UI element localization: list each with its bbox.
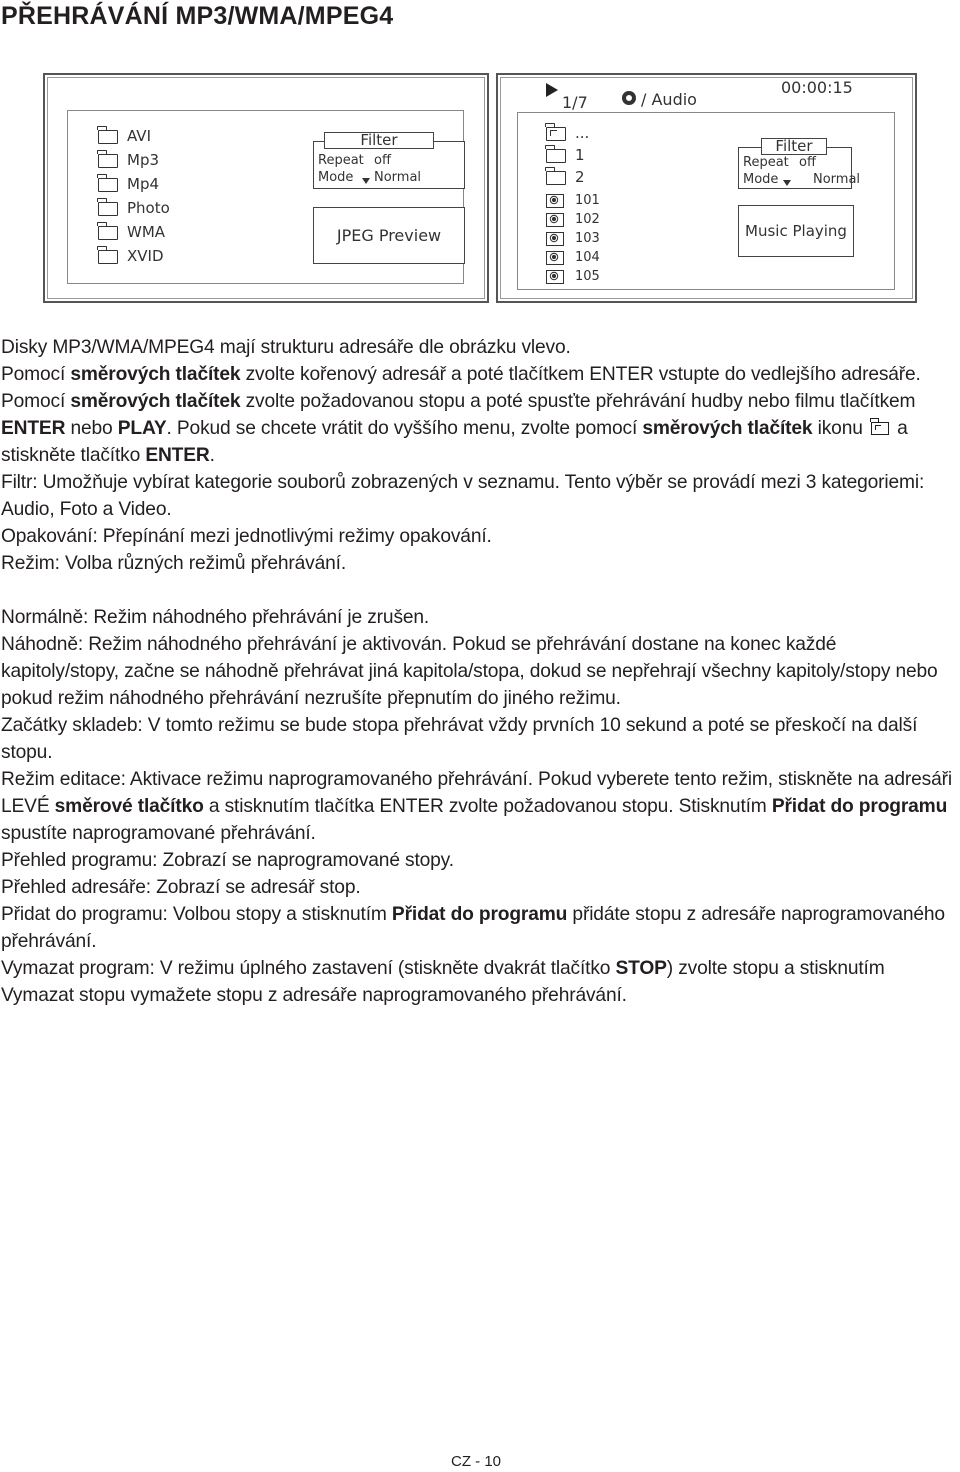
- elapsed-time: 00:00:15: [781, 78, 853, 97]
- paragraph: Náhodně: Režim náhodného přehrávání je aktivován. Pokud se přehrávání dostane na konec každé kapitoly/stopy, začne se náhodně přehrávat jiná kapitola/stopa, dokud se nepřehrají všechny kapitoly/stopy nebo pokud režim náhodného přehrávání nezrušíte přepnutím do jiného režimu.: [1, 634, 938, 709]
- repeat-value: off: [374, 153, 391, 168]
- folder-icon: [546, 171, 566, 185]
- list-item-track[interactable]: [546, 191, 600, 210]
- page-title: PŘEHRÁVÁNÍ MP3/WMA/MPEG4: [1, 2, 394, 30]
- music-playing-panel: Music Playing: [738, 205, 854, 257]
- paragraph: Začátky skladeb: V tomto režimu se bude stopa přehrávat vždy prvních 10 sekund a poté se přeskočí na další stopu.: [1, 715, 918, 763]
- paragraph: Režim editace: Aktivace režimu naprogramovaného přehrávání. Pokud vyberete tento režim, stiskněte na adresáři LEVÉ směrové tlačítko a stisknutím tlačítka ENTER zvolte požadovanou stopu. Stisknutím Přidat do programu spustíte naprogramované přehrávání.: [1, 769, 952, 844]
- folder-icon: [98, 154, 118, 168]
- dropdown-arrow-icon: [362, 178, 370, 184]
- folder-icon: [98, 226, 118, 240]
- list-item-track[interactable]: [546, 229, 600, 248]
- folder-icon: [98, 178, 118, 192]
- folder-item-photo[interactable]: [98, 197, 170, 219]
- repeat-value: off: [799, 155, 816, 170]
- paragraph: Opakování: Přepínání mezi jednotlivými režimy opakování.: [1, 526, 492, 547]
- list-item-track[interactable]: [546, 210, 600, 229]
- mode-value: Normal: [813, 172, 861, 187]
- mode-label[interactable]: Mode: [318, 170, 354, 185]
- track-browser-panel: [517, 112, 895, 290]
- paragraph: Přehled programu: Zobrazí se naprogramované stopy.: [1, 850, 454, 871]
- paragraph: Přidat do programu: Volbou stopy a stisknutím Přidat do programu přidáte stopu z adresáře naprogramovaného přehrávání.: [1, 904, 945, 952]
- audio-file-icon: [546, 194, 564, 208]
- instructions-text: [1, 334, 959, 1009]
- repeat-label[interactable]: Repeat: [318, 153, 364, 168]
- folder-label: XVID: [127, 247, 164, 265]
- audio-file-icon: [546, 251, 564, 265]
- music-player-screen: [496, 73, 917, 303]
- paragraph: Disky MP3/WMA/MPEG4 mají strukturu adresáře dle obrázku vlevo.: [1, 337, 571, 358]
- audio-file-icon: [546, 270, 564, 284]
- mode-label[interactable]: Mode: [743, 172, 779, 187]
- track-label: 104: [575, 250, 600, 265]
- folder-label: 1: [575, 145, 585, 164]
- folder-browser-screen: [43, 73, 489, 303]
- dropdown-arrow-icon: [783, 180, 791, 186]
- list-item-track[interactable]: [546, 248, 600, 267]
- paragraph: Přehled adresáře: Zobrazí se adresář stop.: [1, 877, 361, 898]
- folder-icon: [98, 130, 118, 144]
- up-folder-icon: [871, 422, 889, 435]
- source-label: / Audio: [641, 90, 697, 109]
- up-folder-icon: [546, 127, 566, 141]
- page-number: CZ - 10: [451, 1453, 502, 1470]
- audio-file-icon: [546, 213, 564, 227]
- track-position: 1/7: [562, 93, 588, 112]
- filter-panel: [738, 137, 861, 189]
- folder-item-wma[interactable]: [98, 221, 165, 243]
- track-label: 102: [575, 212, 600, 227]
- folder-label: Mp3: [127, 151, 160, 169]
- folder-item-mp3[interactable]: [98, 149, 159, 171]
- list-item-folder[interactable]: [546, 145, 585, 164]
- track-label: 101: [575, 193, 600, 208]
- play-icon: [546, 83, 558, 97]
- folder-item-mp4[interactable]: [98, 173, 159, 195]
- folder-item-avi[interactable]: [98, 125, 151, 147]
- disc-icon: [622, 91, 636, 105]
- filter-panel: [313, 131, 465, 189]
- track-label: 103: [575, 231, 600, 246]
- up-label: ...: [575, 123, 590, 142]
- folder-label: WMA: [127, 223, 166, 241]
- audio-file-icon: [546, 232, 564, 246]
- mode-value: Normal: [374, 170, 422, 185]
- folder-icon: [98, 250, 118, 264]
- filter-title[interactable]: Filter: [324, 132, 434, 149]
- track-label: 105: [575, 269, 600, 284]
- folder-icon: [98, 202, 118, 216]
- folder-label: Mp4: [127, 175, 160, 193]
- list-item-track[interactable]: [546, 267, 600, 286]
- paragraph: Režim: Volba různých režimů přehrávání.: [1, 553, 347, 574]
- folder-icon: [546, 149, 566, 163]
- folder-label: 2: [575, 167, 585, 186]
- repeat-label[interactable]: Repeat: [743, 155, 789, 170]
- list-item-up[interactable]: [546, 123, 589, 142]
- paragraph: Vymazat program: V režimu úplného zastavení (stiskněte dvakrát tlačítko STOP) zvolte stopu a stisknutím Vymazat stopu vymažete stopu z adresáře naprogramovaného přehrávání.: [1, 958, 885, 1006]
- folder-label: Photo: [127, 199, 170, 217]
- folder-label: AVI: [127, 127, 151, 145]
- paragraph: Normálně: Režim náhodného přehrávání je zrušen.: [1, 607, 430, 628]
- folder-item-xvid[interactable]: [98, 245, 164, 267]
- paragraph-navigation: Pomocí směrových tlačítek zvolte kořenový adresář a poté tlačítkem ENTER vstupte do vedlejšího adresáře. Pomocí směrových tlačítek zvolte požadovanou stopu a poté spusťte přehrávání hudby nebo filmu tlačítkem ENTER nebo PLAY. Pokud se chcete vrátit do vyššího menu, zvolte pomocí směrových tlačítek ikonu a stiskněte tlačítko ENTER.: [1, 364, 921, 466]
- jpeg-preview-panel: JPEG Preview: [313, 207, 465, 264]
- paragraph: Filtr: Umožňuje vybírat kategorie souborů zobrazených v seznamu. Tento výběr se provádí mezi 3 kategoriemi: Audio, Foto a Video.: [1, 472, 925, 520]
- list-item-folder[interactable]: [546, 167, 585, 186]
- filter-title[interactable]: Filter: [761, 138, 827, 155]
- folder-browser-panel: [67, 110, 464, 284]
